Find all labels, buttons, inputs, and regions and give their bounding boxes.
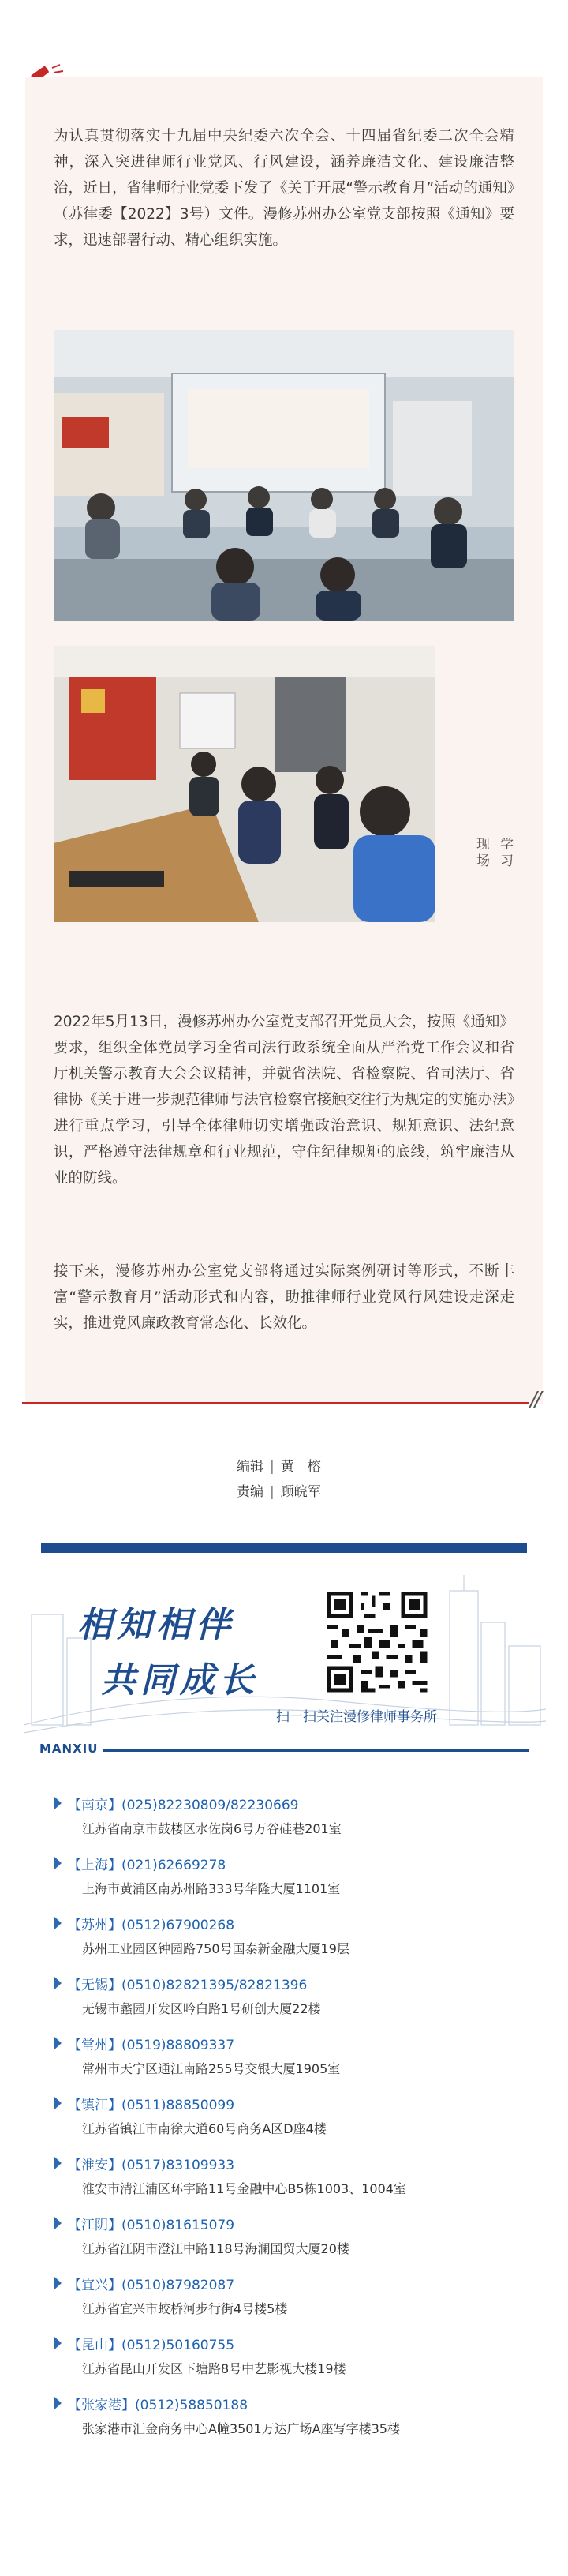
office-city: 【上海】: [68, 1858, 121, 1873]
office-phone[interactable]: [68, 1914, 234, 1933]
office-address: 常州市天宁区通江南路255号交银大厦1905室: [82, 2061, 341, 2076]
meeting-photo-2: [54, 646, 435, 922]
triangle-bullet-icon: [54, 2276, 62, 2290]
triangle-bullet-icon: [54, 1796, 62, 1810]
office-phone[interactable]: [68, 2334, 234, 2353]
office-phone-number: (0511)88850099: [121, 2098, 235, 2113]
office-phone[interactable]: [68, 1854, 226, 1873]
office-phone[interactable]: [68, 2034, 234, 2053]
office-phone-number: (0512)50160755: [121, 2338, 235, 2353]
office-zhenjiang: [0, 2094, 568, 2152]
qr-code-icon[interactable]: [323, 1588, 431, 1696]
divider-red: [22, 1402, 529, 1404]
office-phone-number: (0510)81615079: [121, 2218, 235, 2233]
editor-name: 黄 榕: [280, 1459, 321, 1475]
editor-label: 编辑: [237, 1459, 263, 1475]
brand-wordmark: MANXIU: [39, 1742, 99, 1756]
office-address: 张家港市汇金商务中心A幢3501万达广场A座写字楼35楼: [82, 2421, 400, 2436]
office-nanjing: [0, 1794, 568, 1852]
office-city: 【南京】: [68, 1798, 121, 1813]
qr-caption: 扫一扫关注漫修律师事务所: [276, 1705, 437, 1725]
triangle-bullet-icon: [54, 2396, 62, 2410]
office-huaian: [0, 2154, 568, 2212]
office-city: 【张家港】: [68, 2398, 135, 2413]
article-paragraph-3: 接下来，漫修苏州办公室党支部将通过实际案例研讨等形式，不断丰富“警示教育月”活动形式和内容，助推律师行业党风行风建设走深走实，推进党风廉政教育常态化、长效化。: [54, 1263, 514, 1332]
triangle-bullet-icon: [54, 2336, 62, 2350]
office-city: 【宜兴】: [68, 2278, 121, 2293]
office-address: 江苏省宜兴市蛟桥河步行街4号楼5楼: [82, 2301, 288, 2316]
office-phone-number: (0519)88809337: [121, 2038, 235, 2053]
triangle-bullet-icon: [54, 2036, 62, 2050]
article-paragraph-1: 为认真贯彻落实十九届中央纪委六次全会、十四届省纪委二次全会精神，深入突进律师行业党风、行风建设，涵养廉洁文化、建设廉洁整治，近日，省律师行业党委下发了《关于开展“警示教育月”活动的通知》（苏律委【2022】3号）文件。漫修苏州办公室党支部按照《通知》要求，迅速部署行动、精心组织实施。: [54, 128, 514, 249]
office-city: 【淮安】: [68, 2158, 121, 2173]
chief-editor-label: 责编: [237, 1484, 263, 1500]
office-changzhou: [0, 2034, 568, 2092]
office-city: 【江阴】: [68, 2218, 121, 2233]
meeting-photo-1: [54, 330, 514, 621]
office-city: 【苏州】: [68, 1918, 121, 1933]
banner-top-band: [41, 1543, 527, 1553]
office-city: 【无锡】: [68, 1978, 121, 1993]
office-address: 无锡市蠡园开发区吟白路1号研创大厦22楼: [82, 2001, 321, 2016]
office-phone-number: (0510)82821395/82821396: [121, 1978, 308, 1993]
office-address: 江苏省江阴市澄江中路118号海澜国贸大厦20楼: [82, 2241, 349, 2256]
triangle-bullet-icon: [54, 2216, 62, 2230]
office-yixing: [0, 2274, 568, 2332]
office-address: 江苏省镇江市南徐大道60号商务A区D座4楼: [82, 2121, 327, 2136]
office-phone-number: (025)82230809/82230669: [121, 1798, 299, 1813]
chief-editor-name: 顾皖军: [280, 1484, 321, 1500]
office-city: 【常州】: [68, 2038, 121, 2053]
office-wuxi: [0, 1974, 568, 2032]
editor-credits: [237, 1454, 321, 1505]
triangle-bullet-icon: [54, 1976, 62, 1990]
office-phone[interactable]: [68, 1794, 299, 1813]
triangle-bullet-icon: [54, 2096, 62, 2110]
triangle-bullet-icon: [54, 1916, 62, 1930]
office-suzhou: [0, 1914, 568, 1972]
triangle-bullet-icon: [54, 2156, 62, 2170]
photo-caption-scene: 现场: [473, 837, 489, 870]
office-phone-number: (0512)67900268: [121, 1918, 235, 1933]
office-address: 江苏省昆山开发区下塘路8号中艺影视大楼19楼: [82, 2361, 346, 2376]
office-address: 上海市黄浦区南苏州路333号华隆大厦1101室: [82, 1881, 341, 1896]
office-jiangyin: [0, 2214, 568, 2272]
office-phone-number: (0510)87982087: [121, 2278, 235, 2293]
office-phone[interactable]: [68, 1974, 307, 1993]
slogan-line-2: 共同成长: [101, 1660, 259, 1700]
office-phone[interactable]: [68, 2094, 234, 2113]
editor-row: 编辑 | 黄 榕: [237, 1459, 321, 1475]
slogan-line-1: 相知相伴: [77, 1605, 235, 1645]
office-shanghai: [0, 1854, 568, 1912]
office-kunshan: [0, 2334, 568, 2392]
banner-bottom-band: [103, 1749, 529, 1752]
article-paragraph-2: 2022年5月13日，漫修苏州办公室党支部召开党员大会，按照《通知》要求，组织全体党员学习全省司法行政系统全面从严治党工作会议和省厅机关警示教育大会会议精神，并就省法院、省检察院、省司法厅、省律协《关于进一步规范律师与法官检察官接触交往行为规定的实施办法》进行重点学习，引导全体律师切实增强政治意识、规矩意识、法纪意识，严格遵守法律规章和行业规范，守住纪律规矩的底线，筑牢廉洁从业的防线。: [54, 1014, 514, 1187]
office-zhangjiagang: [0, 2394, 568, 2452]
triangle-bullet-icon: [54, 1856, 62, 1870]
office-phone[interactable]: [68, 2394, 248, 2413]
office-phone-number: (0512)58850188: [135, 2398, 248, 2413]
office-city: 【昆山】: [68, 2338, 121, 2353]
office-phone[interactable]: [68, 2154, 234, 2173]
office-phone-number: (0517)83109933: [121, 2158, 235, 2173]
office-address: 江苏省南京市鼓楼区水佐岗6号万谷硅巷201室: [82, 1821, 342, 1836]
office-phone[interactable]: [68, 2214, 234, 2233]
office-city: 【镇江】: [68, 2098, 121, 2113]
chief-editor-row: 责编 | 顾皖军: [237, 1484, 321, 1500]
office-phone-number: (021)62669278: [121, 1858, 226, 1873]
photo-caption: [469, 837, 516, 924]
office-address: 苏州工业园区钟园路750号国泰新金融大厦19层: [82, 1941, 349, 1956]
photo-caption-study: 学习: [497, 837, 513, 870]
office-address: 淮安市清江浦区环宇路11号金融中心B5栋1003、1004室: [82, 2181, 406, 2196]
article-card: [25, 77, 543, 1404]
office-phone[interactable]: [68, 2274, 234, 2293]
end-mark: //: [530, 1388, 540, 1412]
